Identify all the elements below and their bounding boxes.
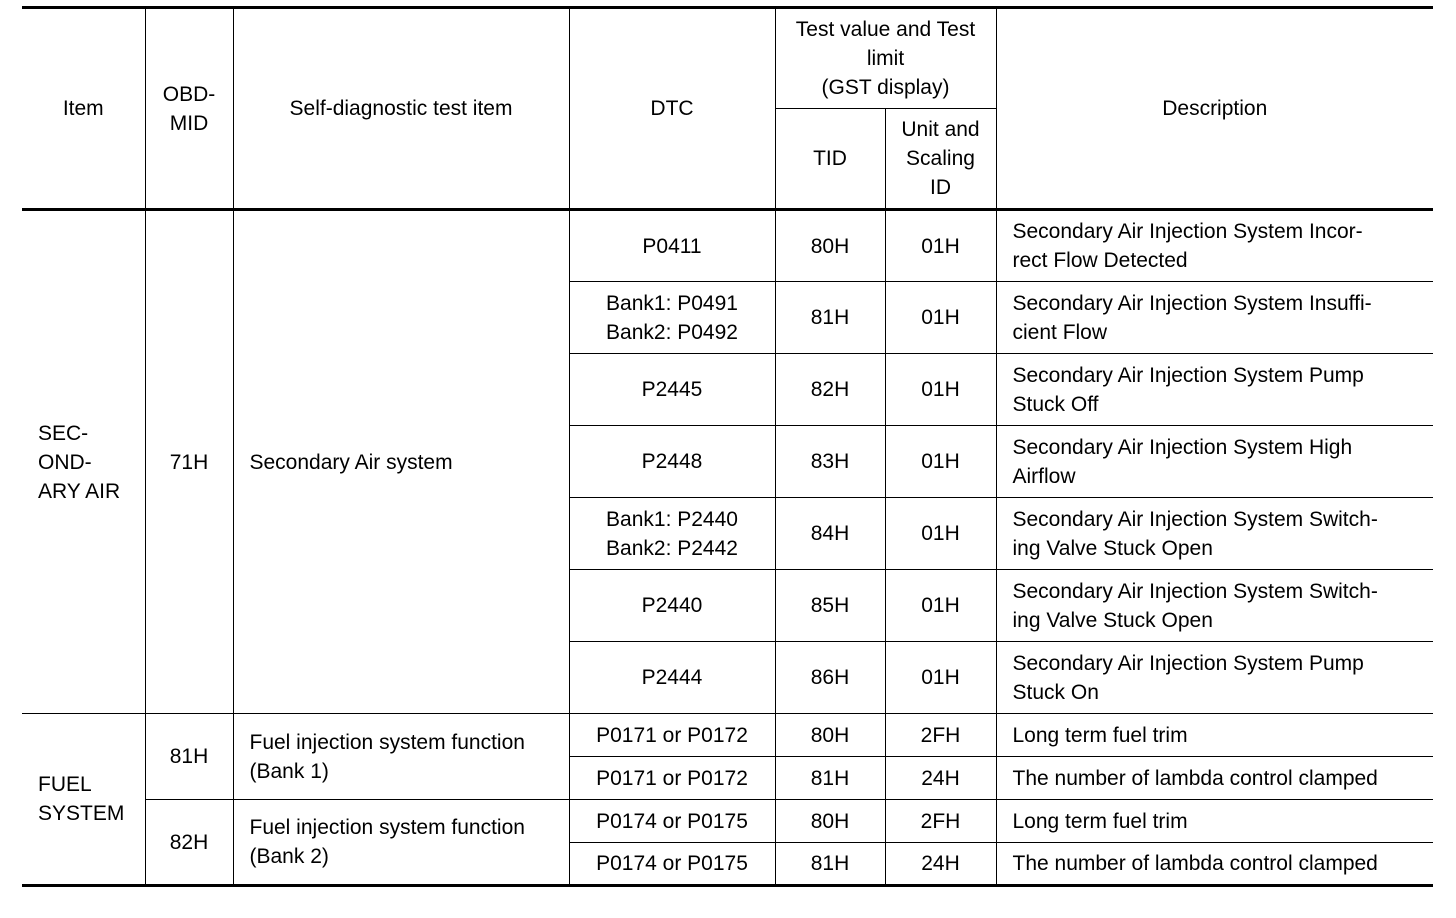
tid-cell: 83H xyxy=(775,426,885,498)
obd-mid-table xyxy=(22,6,1433,887)
item-fuel-system xyxy=(22,714,145,886)
description-line: Stuck Off xyxy=(1012,392,1099,416)
description-cell: The number of lambda control clamped xyxy=(996,843,1433,886)
description-line: Airflow xyxy=(1012,464,1076,488)
obd-mid-cell: 71H xyxy=(145,210,233,714)
description-line: Stuck On xyxy=(1012,680,1099,704)
tid-cell: 80H xyxy=(775,714,885,757)
header-unit-line: Unit and xyxy=(901,118,980,141)
header-obd-mid-line: OBD- xyxy=(162,82,216,106)
description-cell: Long term fuel trim xyxy=(996,800,1433,843)
dtc-line: Bank1: P2440 xyxy=(606,507,738,531)
dtc-line: Bank2: P0492 xyxy=(606,320,738,344)
test-item-line: Fuel injection system function xyxy=(249,730,525,754)
description-line: Secondary Air Injection System Switch- xyxy=(1012,507,1378,531)
dtc-cell: P2445 xyxy=(569,354,775,426)
description-cell xyxy=(996,570,1433,642)
test-item-cell: Secondary Air system xyxy=(233,210,569,714)
description-line: Secondary Air Injection System Pump xyxy=(1012,651,1364,675)
dtc-cell: P0171 or P0172 xyxy=(569,714,775,757)
header-tid: TID xyxy=(775,109,885,210)
description-cell xyxy=(996,642,1433,714)
description-line: ing Valve Stuck Open xyxy=(1012,608,1213,632)
header-unit-line: ID xyxy=(930,176,951,199)
item-line: SYSTEM xyxy=(38,802,125,825)
table-row xyxy=(22,800,1433,843)
tid-cell: 85H xyxy=(775,570,885,642)
unit-cell: 01H xyxy=(885,210,996,282)
tid-cell: 84H xyxy=(775,498,885,570)
header-item: Item xyxy=(22,8,145,210)
header-dtc: DTC xyxy=(569,8,775,210)
dtc-cell: P0171 or P0172 xyxy=(569,757,775,800)
table-row xyxy=(22,714,1433,757)
description-line: ing Valve Stuck Open xyxy=(1012,536,1213,560)
test-item-cell xyxy=(233,714,569,800)
header-unit-line: Scaling xyxy=(906,147,975,170)
tid-cell: 81H xyxy=(775,757,885,800)
tid-cell: 86H xyxy=(775,642,885,714)
header-test-value-line: limit xyxy=(866,47,905,70)
tid-cell: 80H xyxy=(775,800,885,843)
item-line: OND- xyxy=(38,450,92,474)
unit-cell: 2FH xyxy=(885,800,996,843)
description-cell: The number of lambda control clamped xyxy=(996,757,1433,800)
obd-mid-cell: 81H xyxy=(145,714,233,800)
description-line: cient Flow xyxy=(1012,320,1108,344)
unit-cell: 24H xyxy=(885,757,996,800)
description-line: Secondary Air Injection System Incor- xyxy=(1012,220,1363,243)
unit-cell: 01H xyxy=(885,426,996,498)
item-secondary-air xyxy=(22,210,145,714)
unit-cell: 01H xyxy=(885,642,996,714)
dtc-cell: P2448 xyxy=(569,426,775,498)
tid-cell: 80H xyxy=(775,210,885,282)
unit-cell: 01H xyxy=(885,570,996,642)
description-cell xyxy=(996,426,1433,498)
unit-cell: 24H xyxy=(885,843,996,886)
unit-cell: 01H xyxy=(885,498,996,570)
header-obd-mid xyxy=(145,8,233,210)
dtc-cell: P0174 or P0175 xyxy=(569,800,775,843)
dtc-line: Bank2: P2442 xyxy=(606,536,738,560)
dtc-cell: P0411 xyxy=(569,210,775,282)
description-line: Secondary Air Injection System Switch- xyxy=(1012,579,1378,603)
description-cell xyxy=(996,210,1433,282)
item-line: FUEL xyxy=(38,773,92,796)
test-item-cell xyxy=(233,800,569,886)
description-line: Secondary Air Injection System High xyxy=(1012,435,1353,459)
test-item-line: (Bank 1) xyxy=(249,759,329,783)
table-row xyxy=(22,210,1433,282)
dtc-line: Bank1: P0491 xyxy=(606,291,738,315)
tid-cell: 81H xyxy=(775,843,885,886)
header-description: Description xyxy=(996,8,1433,210)
test-item-line: (Bank 2) xyxy=(249,845,329,868)
description-line: rect Flow Detected xyxy=(1012,249,1188,272)
header-unit-scaling xyxy=(885,109,996,210)
item-line: SEC- xyxy=(38,421,89,445)
dtc-cell: P2440 xyxy=(569,570,775,642)
unit-cell: 01H xyxy=(885,354,996,426)
header-test-value-line: (GST display) xyxy=(821,76,950,99)
header-obd-mid-line: MID xyxy=(169,111,209,135)
obd-mid-cell: 82H xyxy=(145,800,233,886)
description-cell xyxy=(996,282,1433,354)
tid-cell: 81H xyxy=(775,282,885,354)
description-cell xyxy=(996,498,1433,570)
unit-cell: 01H xyxy=(885,282,996,354)
header-test-item: Self-diagnostic test item xyxy=(233,8,569,210)
unit-cell: 2FH xyxy=(885,714,996,757)
tid-cell: 82H xyxy=(775,354,885,426)
description-line: Secondary Air Injection System Pump xyxy=(1012,363,1364,387)
item-line: ARY AIR xyxy=(38,479,121,503)
dtc-cell: P2444 xyxy=(569,642,775,714)
header-test-value-line: Test value and Test xyxy=(795,18,976,41)
dtc-cell: P0174 or P0175 xyxy=(569,843,775,886)
description-cell xyxy=(996,354,1433,426)
test-item-line: Fuel injection system function xyxy=(249,816,525,839)
dtc-cell xyxy=(569,282,775,354)
header-test-value xyxy=(775,8,996,109)
description-line: Secondary Air Injection System Insuffi- xyxy=(1012,291,1372,315)
description-cell: Long term fuel trim xyxy=(996,714,1433,757)
dtc-cell xyxy=(569,498,775,570)
